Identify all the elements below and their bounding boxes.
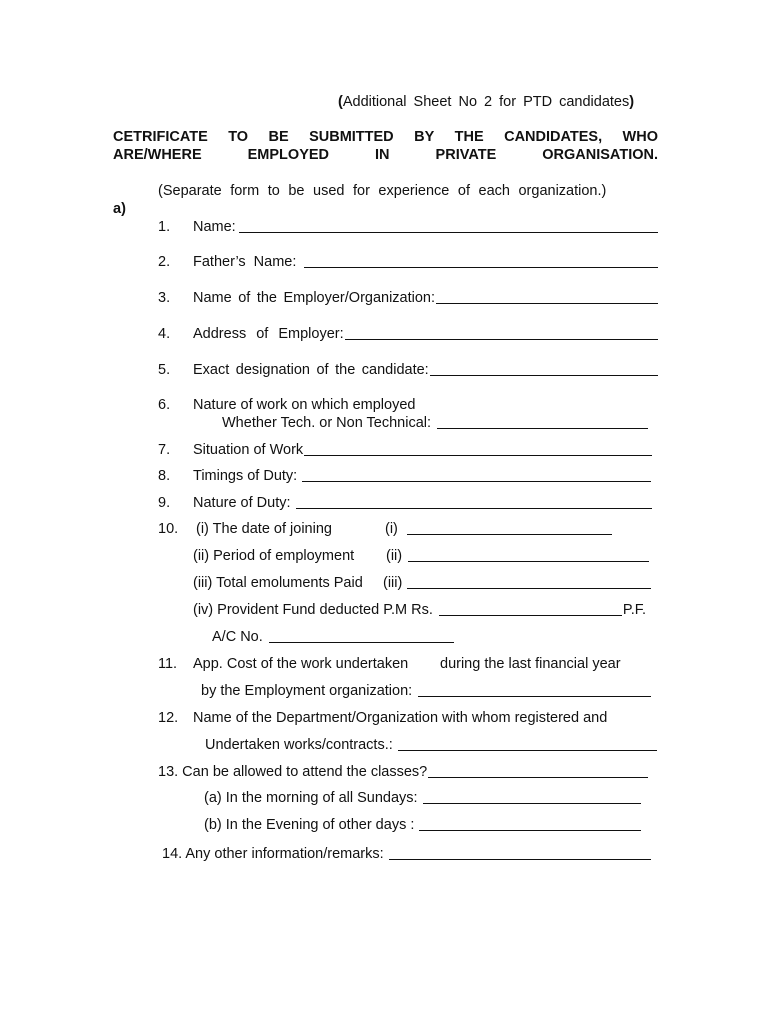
evening-other-days-field[interactable] xyxy=(204,817,641,833)
tech-nontech-blank-line[interactable] xyxy=(437,428,648,429)
date-of-joining-blank-line[interactable] xyxy=(407,534,612,535)
employment-organization-field[interactable] xyxy=(201,683,651,699)
sunday-morning-label: (a) In the morning of all Sundays: xyxy=(204,790,418,806)
employer-address-blank-line[interactable] xyxy=(345,339,658,340)
pf-account-label: A/C No. xyxy=(212,629,263,645)
title-word: WHO xyxy=(622,129,658,145)
title-word: ORGANISATION. xyxy=(542,147,658,163)
total-emoluments-field[interactable] xyxy=(383,575,651,591)
tech-nontech-field[interactable] xyxy=(222,415,648,431)
sunday-morning-field[interactable] xyxy=(204,790,641,806)
period-of-employment-field[interactable] xyxy=(386,548,649,564)
date-of-joining-tag: (i) xyxy=(385,521,398,537)
title-word: EMPLOYED xyxy=(247,147,330,163)
title-word: BY xyxy=(414,129,435,145)
item-number: 5. xyxy=(158,362,171,378)
attend-classes-label: 13. Can be allowed to attend the classes? xyxy=(158,764,428,780)
employment-organization-blank-line[interactable] xyxy=(418,696,651,697)
provident-fund-field[interactable] xyxy=(193,602,646,618)
item-number: 2. xyxy=(158,254,171,270)
item-number: 10. xyxy=(158,521,179,537)
period-of-employment-label: (ii) Period of employment xyxy=(193,548,355,564)
other-information-field[interactable] xyxy=(162,846,651,862)
sunday-morning-blank-line[interactable] xyxy=(423,803,641,804)
employer-name-label: Name of the Employer/Organization: xyxy=(193,290,436,306)
section-label: a) xyxy=(113,201,126,217)
pf-account-blank-line[interactable] xyxy=(269,642,454,643)
total-emoluments-tag: (iii) xyxy=(383,575,403,591)
title-word: CETRIFICATE xyxy=(113,129,208,145)
evening-other-days-label: (b) In the Evening of other days : xyxy=(204,817,415,833)
employer-name-blank-line[interactable] xyxy=(436,303,658,304)
attend-classes-field[interactable] xyxy=(158,764,648,780)
situation-of-work-label: Situation of Work xyxy=(193,442,304,458)
tech-nontech-label: Whether Tech. or Non Technical: xyxy=(222,415,432,431)
nature-of-work-label: Nature of work on which employed xyxy=(193,397,416,413)
timings-of-duty-field[interactable] xyxy=(193,468,651,484)
fathers-name-label: Father’s Name: xyxy=(193,254,297,270)
period-of-employment-blank-line[interactable] xyxy=(408,561,649,562)
designation-label: Exact designation of the candidate: xyxy=(193,362,429,378)
title-word: TO xyxy=(228,129,249,145)
item-number: 12. xyxy=(158,710,179,726)
timings-of-duty-label: Timings of Duty: xyxy=(193,468,298,484)
fathers-name-field[interactable] xyxy=(193,254,658,270)
undertaken-works-label: Undertaken works/contracts.: xyxy=(205,737,393,753)
undertaken-works-blank-line[interactable] xyxy=(398,750,657,751)
item-number: 9. xyxy=(158,495,171,511)
item-number: 6. xyxy=(158,397,171,413)
certificate-title-line1 xyxy=(113,129,658,145)
nature-of-duty-label: Nature of Duty: xyxy=(193,495,291,511)
title-word: THE xyxy=(454,129,484,145)
separate-form-note: (Separate form to be used for experience of each organization.) xyxy=(158,183,607,199)
title-word: CANDIDATES, xyxy=(504,129,603,145)
designation-field[interactable] xyxy=(193,362,658,378)
date-of-joining-label: (i) The date of joining xyxy=(196,521,332,537)
situation-of-work-blank-line[interactable] xyxy=(304,455,652,456)
pf-account-field[interactable] xyxy=(212,629,454,645)
employer-address-field[interactable] xyxy=(193,326,658,342)
other-information-blank-line[interactable] xyxy=(389,859,651,860)
item-number: 8. xyxy=(158,468,171,484)
header-text: Additional Sheet No 2 for PTD candidates xyxy=(342,94,630,110)
sheet-header xyxy=(338,94,634,110)
name-blank-line[interactable] xyxy=(239,232,658,233)
undertaken-works-field[interactable] xyxy=(205,737,657,753)
designation-blank-line[interactable] xyxy=(430,375,658,376)
total-emoluments-label: (iii) Total emoluments Paid xyxy=(193,575,363,591)
title-word: SUBMITTED xyxy=(309,129,394,145)
title-word: IN xyxy=(375,147,390,163)
title-word: BE xyxy=(268,129,289,145)
pf-suffix: P.F. xyxy=(622,602,646,618)
other-information-label: 14. Any other information/remarks: xyxy=(162,846,384,862)
provident-fund-label: (iv) Provident Fund deducted P.M Rs. xyxy=(193,602,433,618)
nature-of-duty-blank-line[interactable] xyxy=(296,508,652,509)
header-close-paren: ) xyxy=(629,94,635,110)
provident-fund-blank-line[interactable] xyxy=(439,615,622,616)
name-field[interactable] xyxy=(193,219,658,235)
employer-address-label: Address of Employer: xyxy=(193,326,344,342)
certificate-title-line2 xyxy=(113,147,658,163)
situation-of-work-field[interactable] xyxy=(193,442,652,458)
item-number: 4. xyxy=(158,326,171,342)
header-open-paren: ( xyxy=(338,94,343,110)
last-financial-year-label: during the last financial year xyxy=(440,656,621,672)
employment-organization-label: by the Employment organization: xyxy=(201,683,413,699)
item-number: 11. xyxy=(158,656,178,672)
evening-other-days-blank-line[interactable] xyxy=(419,830,641,831)
nature-of-duty-field[interactable] xyxy=(193,495,652,511)
employer-name-field[interactable] xyxy=(193,290,658,306)
item-number: 7. xyxy=(158,442,171,458)
timings-of-duty-blank-line[interactable] xyxy=(302,481,651,482)
total-emoluments-blank-line[interactable] xyxy=(407,588,651,589)
department-label: Name of the Department/Organization with whom registered and xyxy=(193,710,608,726)
cost-of-work-label: App. Cost of the work undertaken xyxy=(193,656,409,672)
period-of-employment-tag: (ii) xyxy=(386,548,403,564)
title-word: ARE/WHERE xyxy=(113,147,202,163)
title-word: PRIVATE xyxy=(435,147,497,163)
attend-classes-blank-line[interactable] xyxy=(428,777,648,778)
date-of-joining-field[interactable] xyxy=(385,521,612,537)
item-number: 1. xyxy=(158,219,171,235)
fathers-name-blank-line[interactable] xyxy=(304,267,658,268)
name-label: Name: xyxy=(193,219,236,235)
item-number: 3. xyxy=(158,290,171,306)
